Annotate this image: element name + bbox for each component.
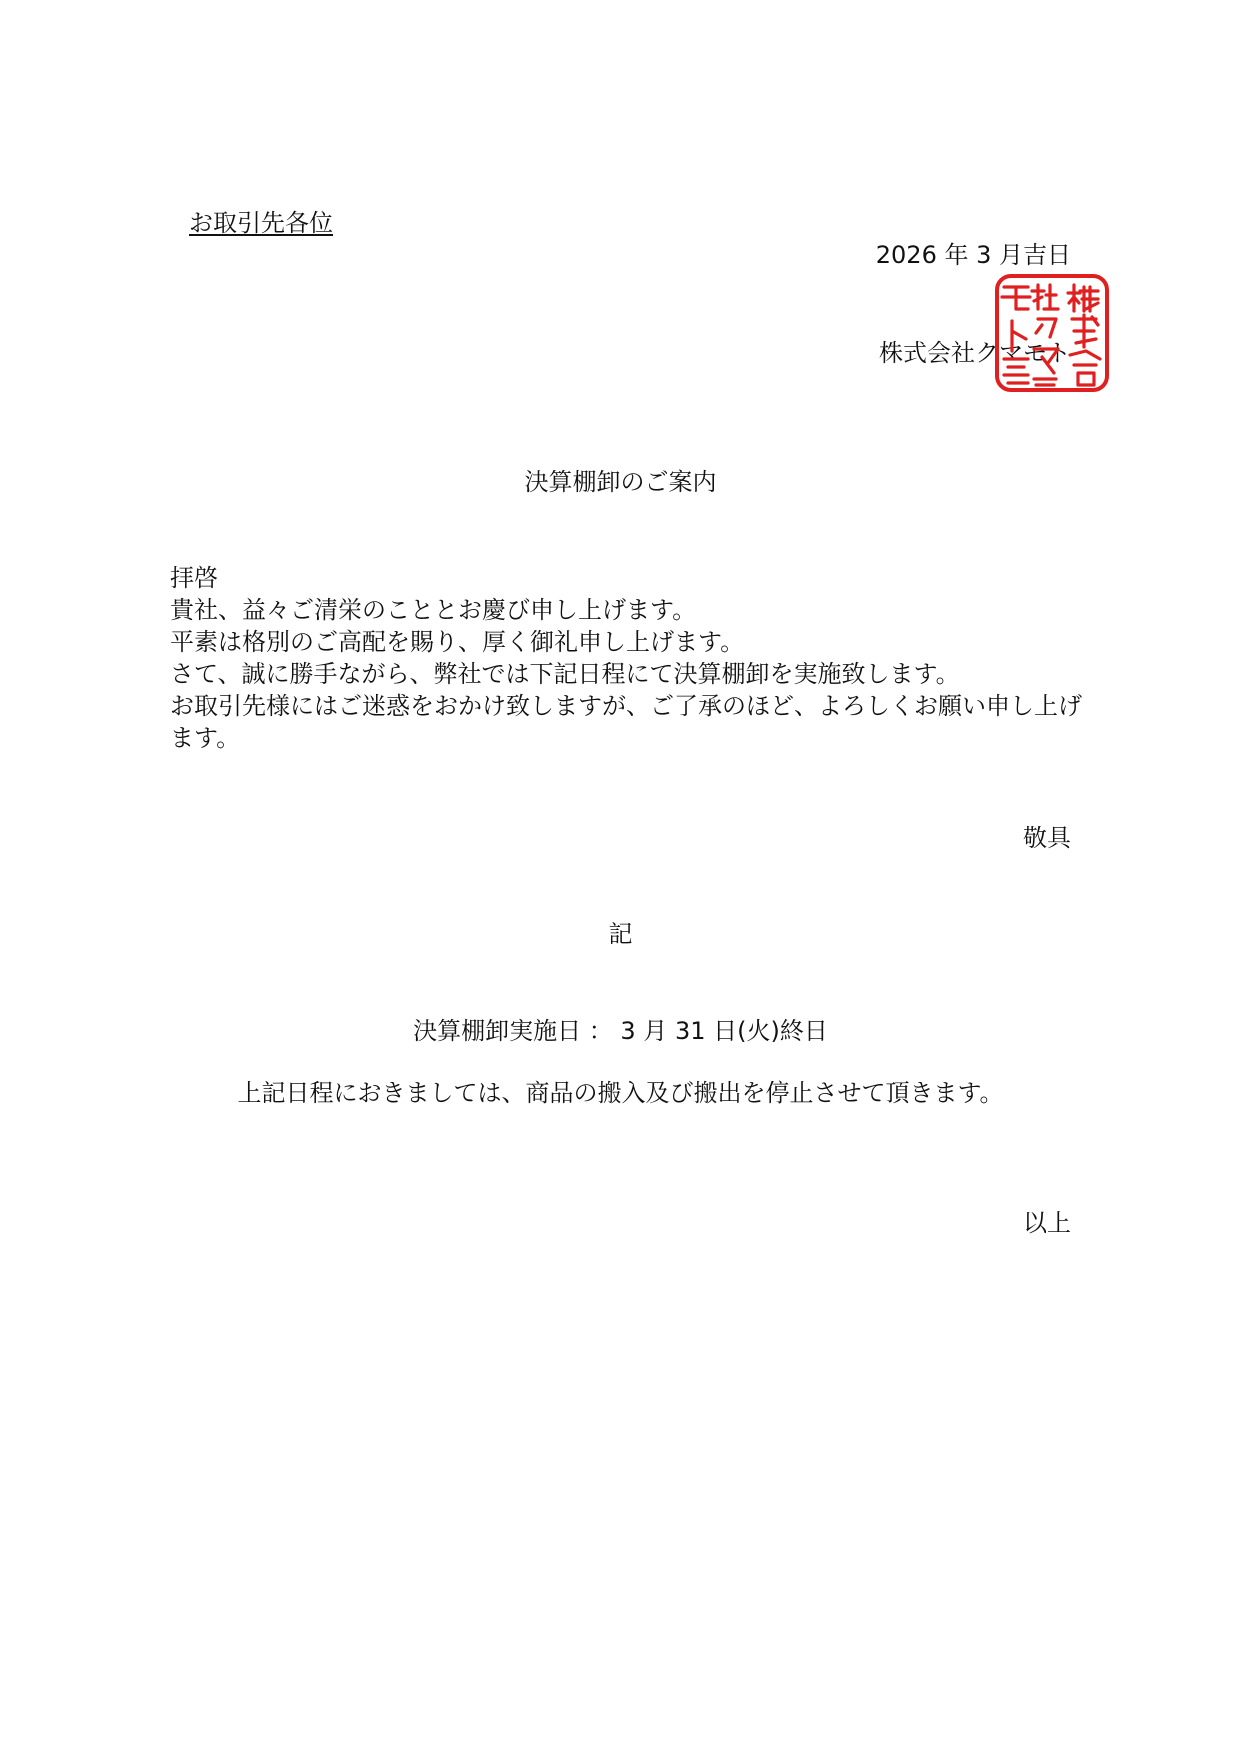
- closing-keigu: 敬具: [1023, 824, 1071, 852]
- body-line: さて、誠に勝手ながら、弊社では下記日程にて決算棚卸を実施致します。: [170, 660, 960, 688]
- end-mark: 以上: [1023, 1209, 1071, 1237]
- company-seal-stamp: [994, 273, 1110, 393]
- recipient: お取引先各位: [189, 209, 333, 237]
- sender-company: 株式会社クマモト: [879, 339, 1071, 367]
- body-line: 拝啓: [170, 564, 218, 592]
- letter-date: 2026 年 3 月吉日: [875, 241, 1071, 269]
- inventory-date-detail: 決算棚卸実施日 ： 3 月 31 日(火)終日: [413, 1017, 828, 1045]
- ki-heading: 記: [608, 920, 633, 948]
- document-title: 決算棚卸のご案内: [524, 468, 717, 496]
- notice-text: 上記日程におきましては、商品の搬入及び搬出を停止させて頂きます。: [237, 1079, 1004, 1107]
- letter-body: [170, 562, 1082, 754]
- body-line: ます。: [170, 724, 241, 752]
- body-line: お取引先様にはご迷惑をおかけ致しますが、ご了承のほど、よろしくお願い申し上げ: [170, 692, 1082, 720]
- body-line: 平素は格別のご高配を賜り、厚く御礼申し上げます。: [170, 628, 745, 656]
- body-line: 貴社、益々ご清栄のこととお慶び申し上げます。: [170, 596, 697, 624]
